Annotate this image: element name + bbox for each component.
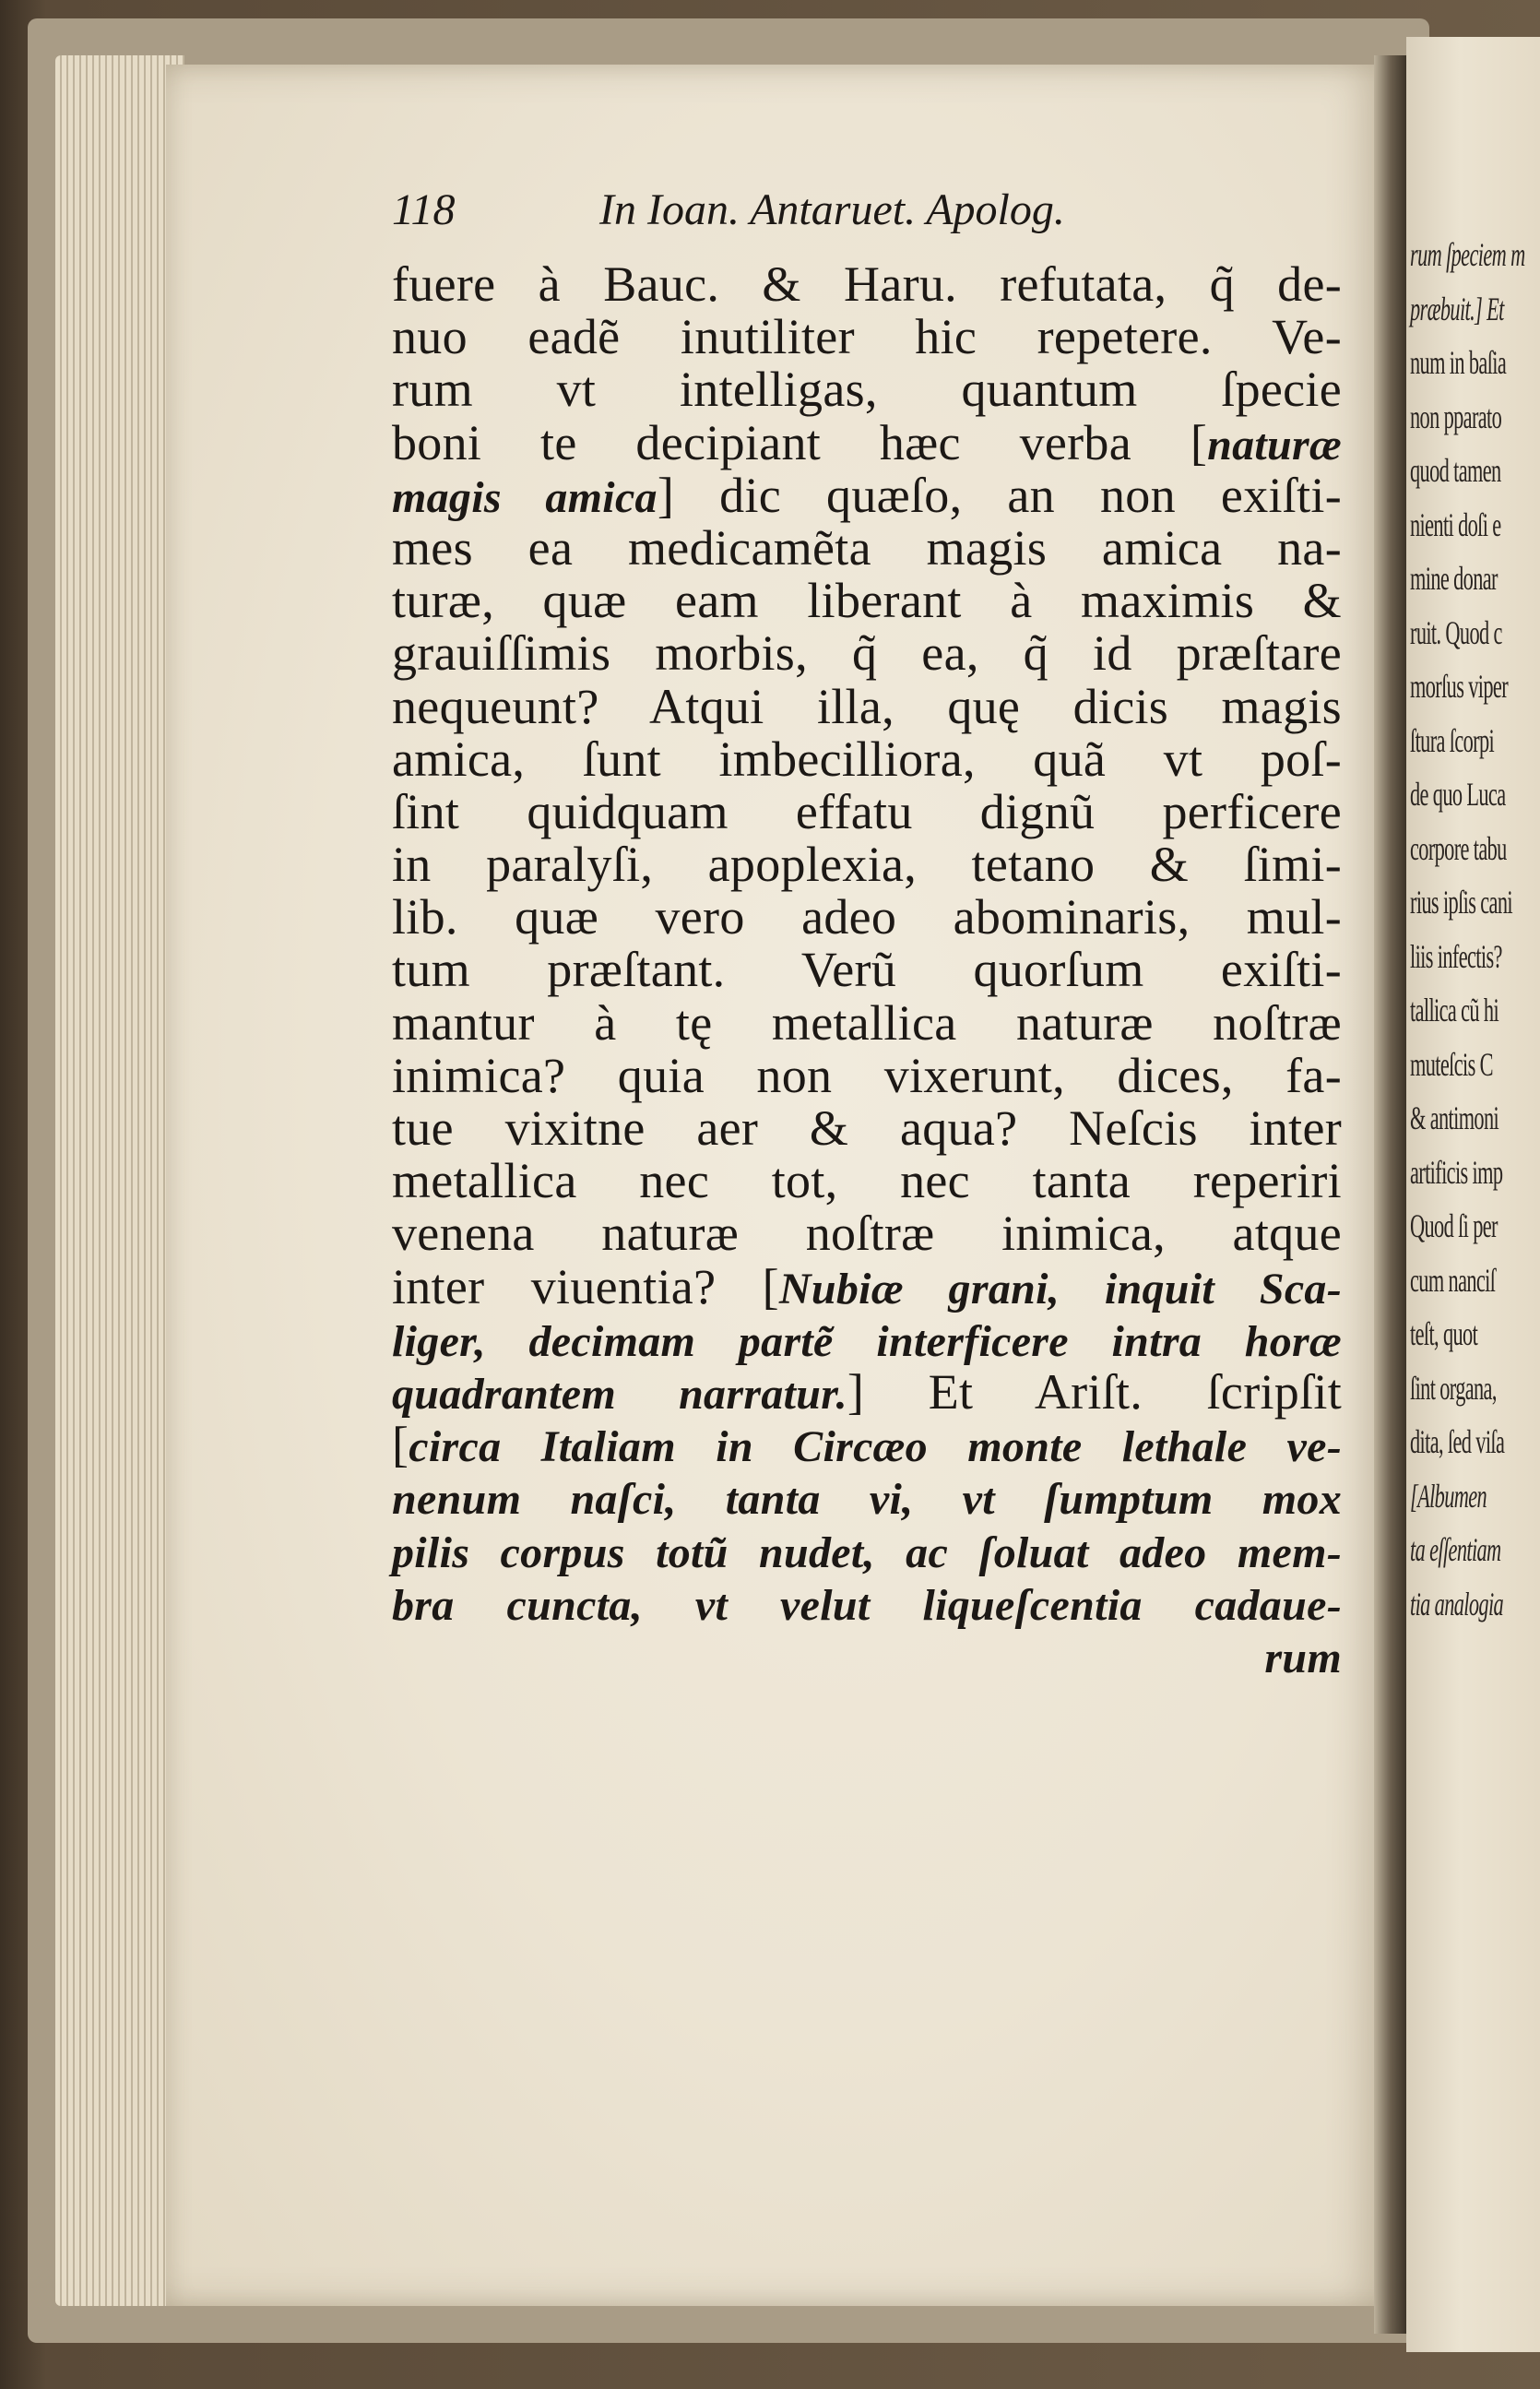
- text-line: [392, 994, 1342, 1051]
- italic-text: pilis corpus totũ nudet, ac ſoluat adeo mem-: [392, 1527, 1342, 1577]
- italic-text: nenum naſci, tanta vi, vt ſumptum mox: [392, 1475, 1342, 1525]
- roman-text: nuo eadẽ inutiliter hic repetere. Ve-: [392, 309, 1342, 365]
- text-line: [392, 1102, 1342, 1155]
- text-line: [392, 311, 1342, 363]
- right-page-line: artificis imp: [1410, 1153, 1503, 1191]
- right-page-line: & antimoni: [1410, 1099, 1499, 1136]
- roman-text: boni te decipiant hæc verba [: [392, 414, 1208, 470]
- right-page-line: quod tamen: [1410, 452, 1501, 489]
- roman-text: amica, ſunt imbecilliora, quã vt poſ-: [392, 731, 1342, 787]
- italic-text: circa Italiam in Circæo monte lethale ve-: [409, 1422, 1342, 1472]
- right-page-line: ruit. Quod c: [1410, 613, 1502, 651]
- italic-text: quadrantem narratur.: [392, 1369, 847, 1419]
- italic-text: naturæ: [1207, 420, 1342, 469]
- text-line: [392, 733, 1342, 786]
- italic-text: magis amica: [392, 472, 657, 522]
- right-page-fragment: [1406, 37, 1540, 2352]
- right-page-line: [Albumen: [1410, 1477, 1487, 1515]
- right-page-line: corpore tabu: [1410, 829, 1507, 867]
- right-page-line: de quo Luca: [1410, 776, 1506, 813]
- right-page-line: tallica cũ hi: [1410, 992, 1499, 1028]
- right-page-line: ſtura ſcorpi: [1410, 721, 1495, 759]
- text-line: [392, 678, 1342, 734]
- right-page-line: ſint organa,: [1410, 1369, 1497, 1407]
- right-page-line: non pparato: [1410, 398, 1502, 435]
- text-line: [392, 1363, 1342, 1420]
- roman-text: venena naturæ noſtræ inimica, atque: [392, 1206, 1342, 1262]
- right-page-line: dita, ſed viſa: [1410, 1423, 1505, 1460]
- text-line: [392, 944, 1342, 996]
- italic-text: rum: [1264, 1633, 1342, 1682]
- roman-text: mantur à tę metallica naturæ noſtræ: [392, 994, 1342, 1051]
- right-page-line: Quod ſi per: [1410, 1207, 1498, 1244]
- body-text: [392, 258, 1342, 1682]
- right-page-line: rius ipſis cani: [1410, 884, 1512, 921]
- text-line: [392, 1313, 1342, 1366]
- right-page-line: rum ſpeciem m: [1410, 236, 1525, 273]
- book-gutter: [1374, 55, 1411, 2334]
- right-page-line: cum nanciſ: [1410, 1261, 1496, 1299]
- text-line: [392, 783, 1342, 839]
- roman-text: [: [392, 1417, 409, 1473]
- right-page-line: præbuit.] Et: [1410, 290, 1504, 327]
- roman-text: inter viuentia? [: [392, 1258, 779, 1314]
- text-line: [392, 1471, 1342, 1524]
- roman-text: rum vt intelligas, quantum ſpecie: [392, 362, 1342, 418]
- text-line: [392, 1577, 1342, 1630]
- text-line: [392, 1258, 1343, 1314]
- roman-text: ſint quidquam effatu dignũ perficere: [392, 783, 1342, 839]
- roman-text: ] dic quæſo, an non exiſti-: [657, 467, 1342, 523]
- page-number: 118: [392, 185, 456, 234]
- text-line: [392, 627, 1342, 680]
- text-block: [392, 184, 1342, 1682]
- text-line: [392, 1155, 1342, 1207]
- text-line: [392, 575, 1342, 627]
- right-page-line: liis infectis?: [1410, 937, 1502, 975]
- page-edges: [55, 55, 184, 2306]
- text-line: [392, 414, 1342, 470]
- page-header: [392, 184, 1342, 258]
- roman-text: grauiſſimis morbis, q̃ ea, q̃ id præſtare: [392, 625, 1342, 682]
- text-line: [392, 1207, 1342, 1260]
- roman-text: in paralyſi, apoplexia, tetano & ſimi-: [392, 837, 1342, 893]
- roman-text: ] Et Ariſt. ſcripſit: [847, 1363, 1342, 1420]
- right-page-line: morſus viper: [1410, 668, 1509, 705]
- roman-text: fuere à Bauc. & Haru. refutata, q̃ de-: [392, 256, 1342, 312]
- roman-text: turæ, quæ eam liberant à maximis &: [392, 573, 1342, 629]
- roman-text: mes ea medicamẽta magis amica na-: [392, 519, 1342, 576]
- right-page-line: teſt, quot: [1410, 1315, 1478, 1352]
- roman-text: lib. quæ vero adeo abominaris, mul-: [392, 889, 1342, 945]
- right-page-line: ta eſſentiam: [1410, 1531, 1501, 1568]
- roman-text: metallica nec tot, nec tanta reperiri: [392, 1153, 1342, 1209]
- right-page-line: tia analogia: [1410, 1585, 1504, 1622]
- right-page-line: muteſcis C: [1410, 1045, 1493, 1083]
- text-line: [392, 891, 1342, 944]
- right-page-line: num in baſia: [1410, 344, 1507, 381]
- text-line: [392, 1419, 1342, 1471]
- text-line: [392, 519, 1342, 576]
- right-page-line: nienti doſi e: [1410, 505, 1501, 543]
- roman-text: nequeunt? Atqui illa, quę dicis magis: [392, 678, 1342, 734]
- italic-text: bra cuncta, vt velut liqueſcentia cadaue-: [392, 1580, 1342, 1630]
- text-line: [392, 363, 1342, 416]
- roman-text: inimica? quia non vixerunt, dices, fa-: [392, 1047, 1342, 1103]
- text-line: [392, 838, 1342, 891]
- roman-text: tum præſtant. Verũ quorſum exiſti-: [392, 942, 1342, 998]
- right-page-line: mine donar: [1410, 560, 1498, 597]
- text-line: [392, 258, 1342, 311]
- running-title: In Ioan. Antaruet. Apolog.: [599, 185, 1065, 234]
- text-line: [392, 469, 1342, 522]
- roman-text: tue vixitne aer & aqua? Neſcis inter: [392, 1100, 1342, 1156]
- italic-text: liger, decimam partẽ interficere intra horæ: [392, 1316, 1342, 1366]
- italic-text: Nubiæ grani, inquit Sca-: [778, 1264, 1343, 1313]
- text-line: [392, 1525, 1342, 1577]
- text-line: [392, 1630, 1342, 1682]
- text-line: [392, 1047, 1342, 1103]
